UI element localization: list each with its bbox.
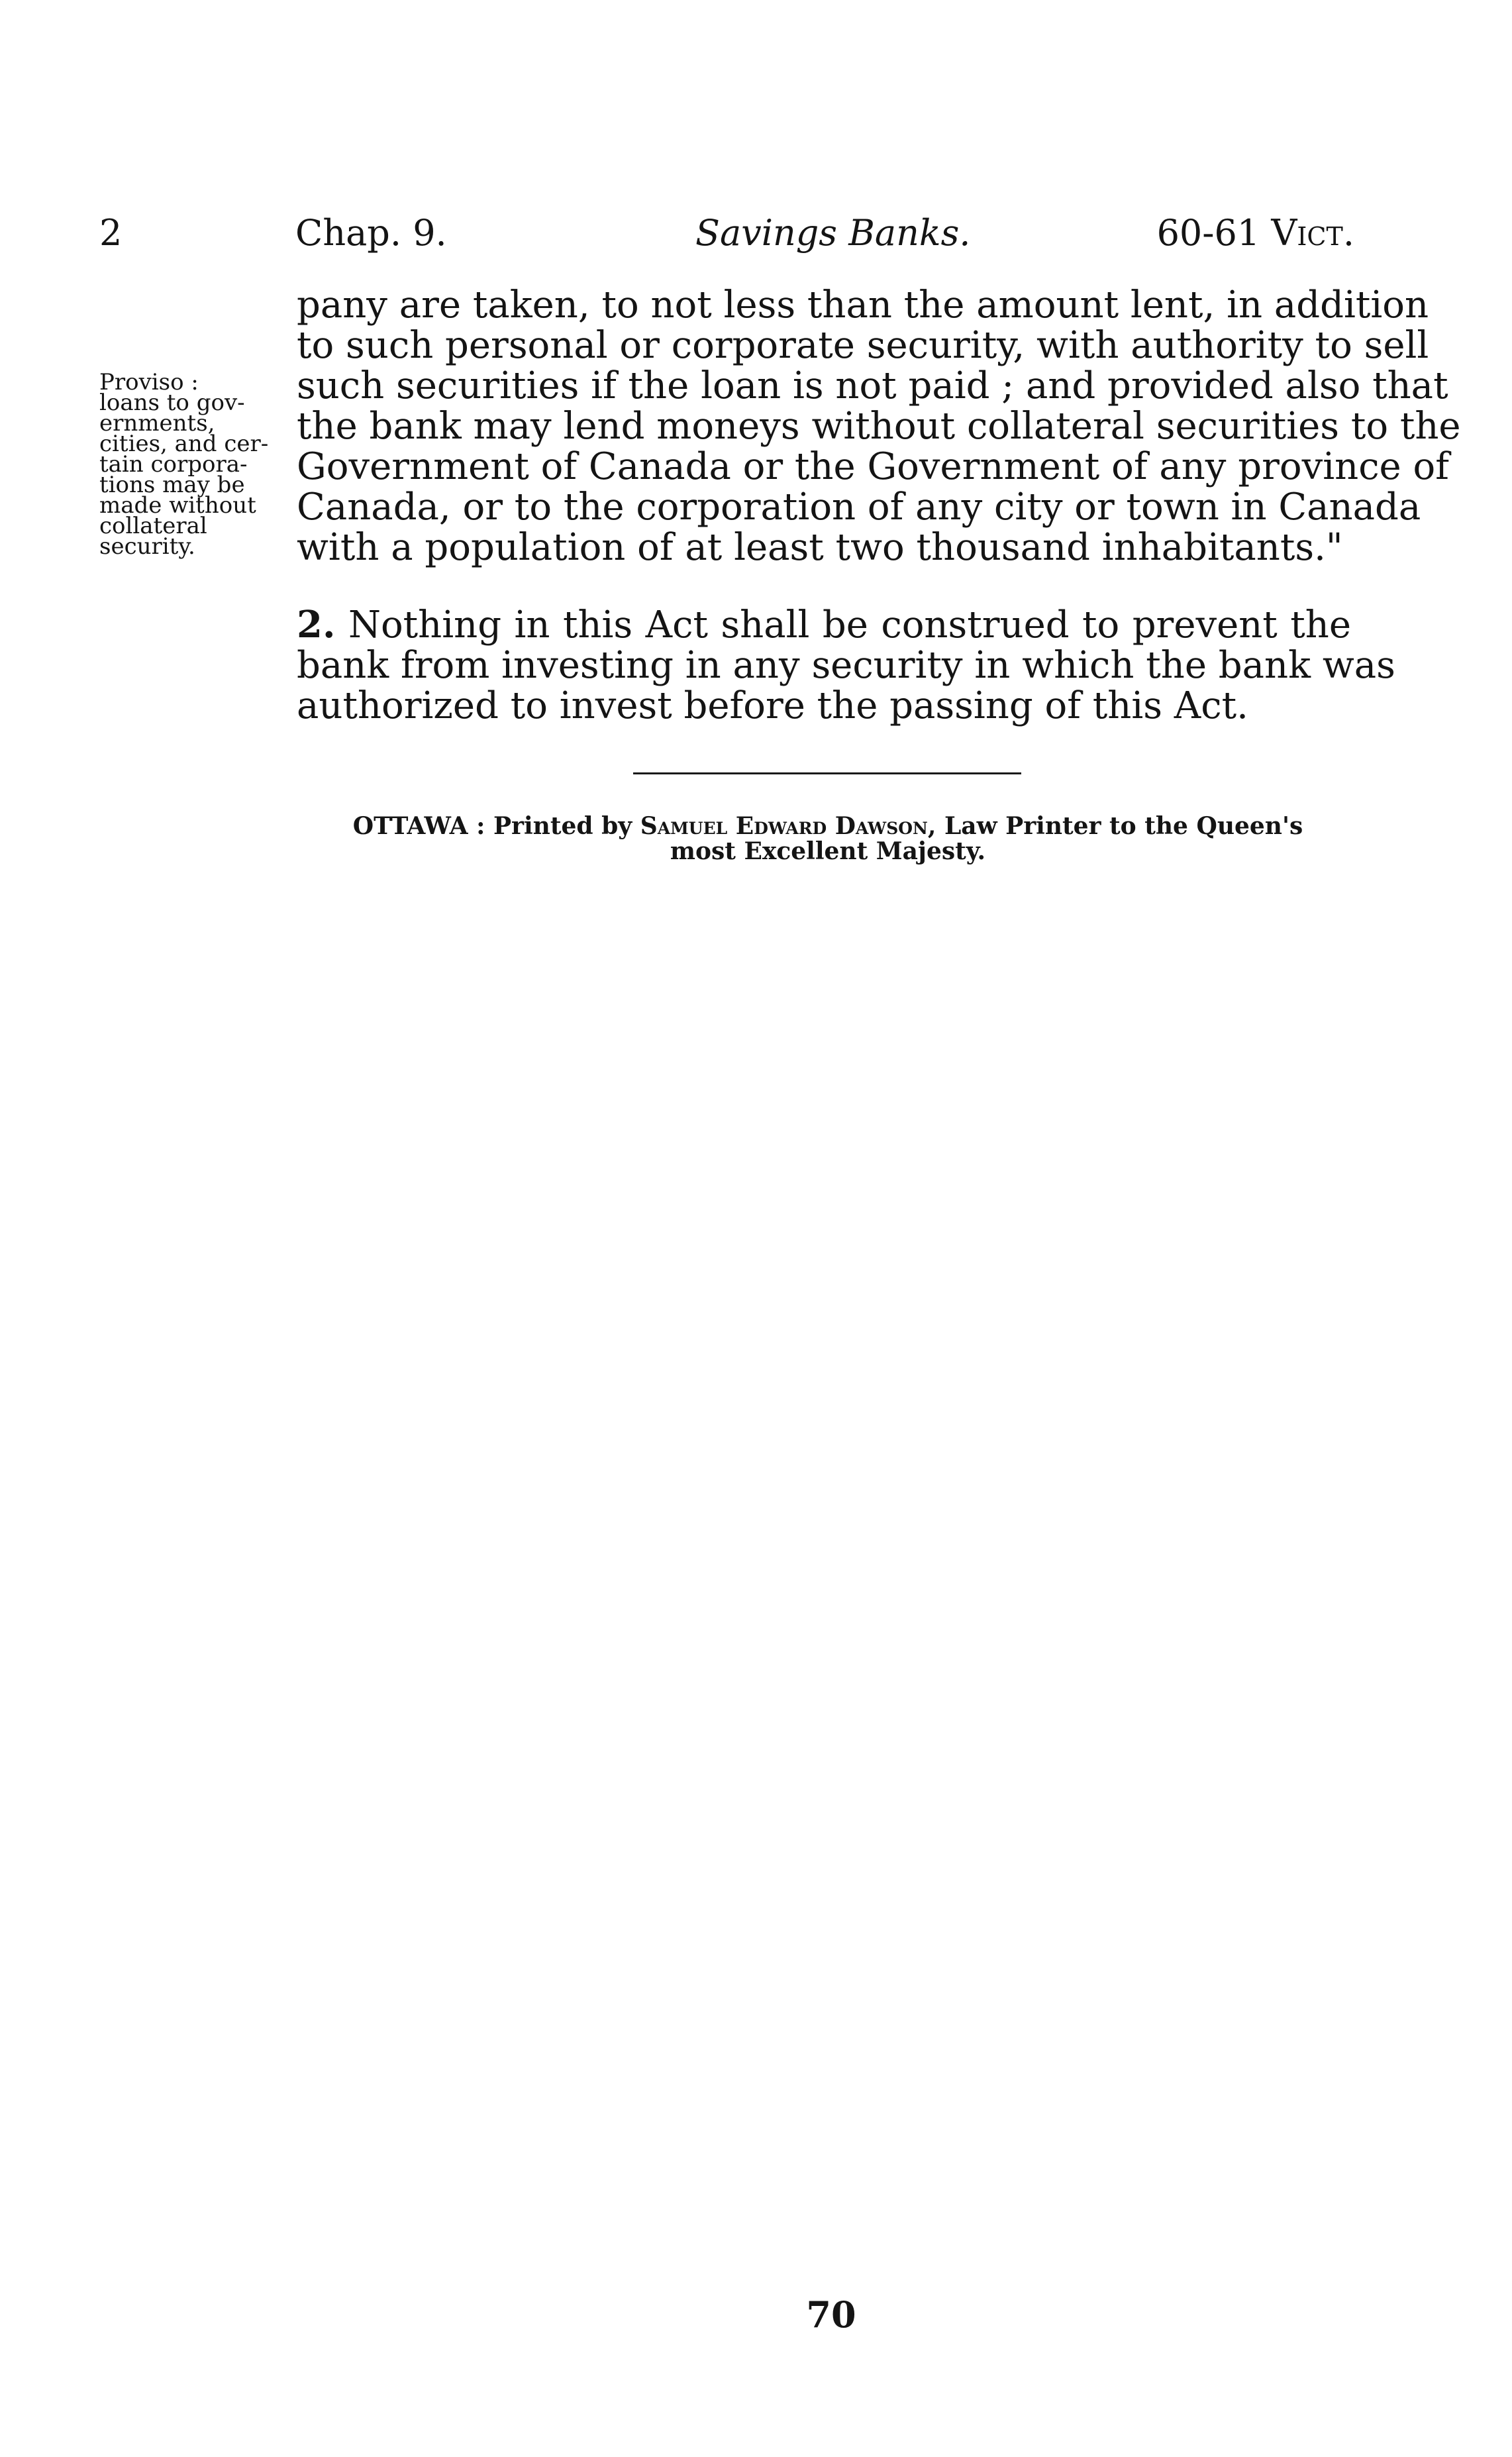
paragraph-continuation — [297, 284, 1461, 569]
text-line: bank from investing in any security in which the bank was — [297, 644, 1395, 687]
horizontal-rule — [633, 772, 1021, 774]
marginal-note-line: collateral — [99, 513, 207, 539]
text-line: the bank may lend moneys without collateral securities to the — [297, 405, 1461, 448]
marginal-note-line: tain corpora- — [99, 451, 248, 478]
marginal-note-line: loans to gov- — [99, 390, 245, 416]
section-text: Nothing in this Act shall be construed to prevent the — [348, 603, 1351, 647]
text-line: Government of Canada or the Government of any province of — [297, 445, 1449, 488]
regnal-year-number: 60-61 — [1156, 212, 1272, 254]
text-line: to such personal or corporate security, with authority to sell — [297, 324, 1429, 367]
imprint-line-1 — [325, 813, 1331, 839]
text-line — [297, 605, 1351, 645]
imprint-line-2: most Excellent Majesty. — [670, 837, 986, 865]
page-number-top: 2 — [99, 212, 123, 254]
imprint-printer-title: Law Printer to the Queen's — [944, 812, 1303, 840]
page-number-bottom: 70 — [806, 2293, 856, 2336]
chapter-label: Chap. 9. — [295, 212, 447, 254]
marginal-note — [99, 369, 291, 560]
marginal-note-line: security. — [99, 533, 195, 560]
regnal-year-monarch: Vict. — [1271, 212, 1354, 254]
text-line: such securities if the loan is not paid ; and provided also that — [297, 364, 1448, 407]
text-line: Canada, or to the corporation of any city or town in Canada — [297, 486, 1421, 529]
marginal-note-line: made without — [99, 492, 256, 519]
text-line: pany are taken, to not less than the amount lent, in addition — [297, 284, 1429, 327]
section-number: 2. — [297, 603, 336, 647]
text-line: authorized to invest before the passing of this Act. — [297, 684, 1248, 727]
marginal-note-line: ernments, — [99, 410, 215, 437]
marginal-note-line: Proviso : — [99, 369, 199, 395]
imprint-place: OTTAWA : — [352, 812, 485, 840]
printer-imprint — [325, 813, 1331, 864]
running-head — [99, 207, 1354, 260]
regnal-year — [1157, 207, 1354, 260]
imprint-printed-by: Printed by — [493, 812, 632, 840]
marginal-note-line: cities, and cer- — [99, 431, 269, 457]
text-line: with a population of at least two thousand inhabitants." — [297, 526, 1343, 569]
section-2 — [297, 603, 1395, 727]
imprint-printer-name: Samuel Edward Dawson, — [640, 812, 936, 840]
marginal-note-line: tions may be — [99, 472, 245, 498]
running-title: Savings Banks. — [695, 212, 971, 254]
